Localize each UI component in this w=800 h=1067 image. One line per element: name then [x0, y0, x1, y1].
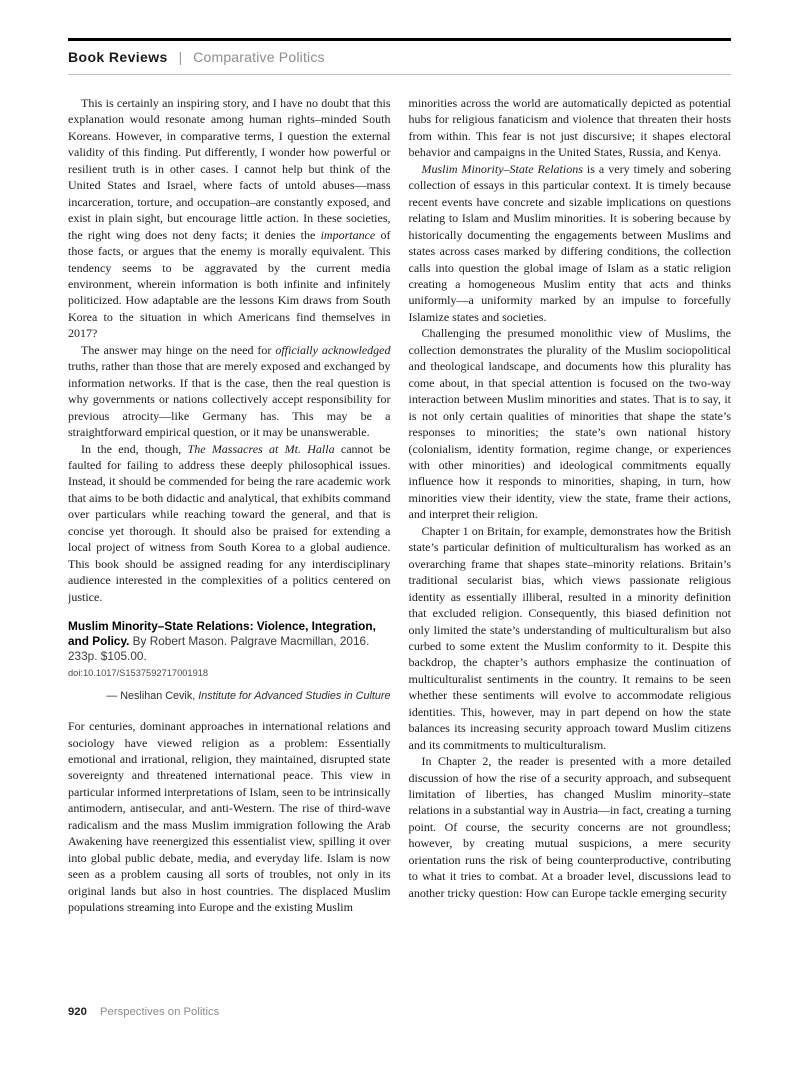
- journal-name: Perspectives on Politics: [100, 1006, 220, 1018]
- header-separator: |: [178, 49, 183, 65]
- paragraph: Muslim Minority–State Relations is a very timely and sobering collection of essays in this particular context. It is timely because recent events have concrete and sizable implications on questions relating to Islam and Muslim minorities. It is sobering because by historically documenting the engagements between Muslims and states across cases marked by differing conditions, the collection calls into question the global image of Islam as a static religion creating a homogeneous Muslim entity that acts and thinks uniformly—a uniformity marked by an impulse to forcefully Islamize states and societies.: [408, 161, 731, 324]
- paragraph: The answer may hinge on the need for officially acknowledged truths, rather than those that are merely exposed and exchanged by information networks. If that is the case, then the real question is why governments or nations collectively accept responsibility for previous atrocity—like Germany has. This may be a straightforward empirical question, or it may be unanswerable.: [68, 342, 391, 440]
- section-title: Book Reviews: [68, 49, 168, 65]
- paragraph: Challenging the presumed monolithic view of Muslims, the collection demonstrates the plurality of the Muslim sociopolitical and theological landscape, and documents how this plurality has come about, in that special attention is focused on the two-way interaction between Muslim minorities and states. That is to say, it is not only certain qualities of minorities that shape the state’s responses to minorities; the state’s own national history (colonialism, identity formation, regime change, or experiences with other minorities) and ideological commitments equally influence how it responds to minorities, shaping, in turn, how minorities view their identity, view the state, frame their actions, and interpret their religion.: [408, 326, 731, 522]
- paragraph: In the end, though, The Massacres at Mt. Halla cannot be faulted for failing to address these deeply philosophical issues. Instead, it should be commended for being the rare academic work that aims to be both didactic and analytical, that exhibits command over particulars while reaching toward the general, and that is concise yet thorough. It should also be praised for extending a local project of witness from South Korea to a global audience. This book should be assigned reading for any interdisciplinary audience interested in the complexities of a politics centered on justice.: [68, 441, 391, 604]
- page-header: [68, 38, 731, 75]
- doi: doi:10.1017/S1537592717001918: [68, 668, 209, 679]
- paragraph: In Chapter 2, the reader is presented with a more detailed discussion of how the rise of a security approach, and subsequent limitation of liberties, has changed Muslim minority–state relations in a substantial way in Austria—in fact, creating a turning point. Of course, the security concerns are not groundless; however, by creating mutual suspicions, a mere security orientation runs the risk of being counterproductive, contributing to what it tries to combat. At a broader level, discussions lead to another tricky question: How can Europe tackle emerging security: [408, 754, 731, 900]
- column-left: [68, 95, 391, 1007]
- reviewer-byline: — Neslihan Cevik, Institute for Advanced Studies in Culture: [106, 690, 391, 703]
- header-rule: [68, 74, 731, 75]
- column-right: [409, 95, 732, 1007]
- book-review-heading: Muslim Minority–State Relations: Violence, Integration, and Policy. By Robert Mason. Palgrave Macmillan, 2016. 233p. $105.00.: [68, 619, 376, 664]
- paragraph: minorities across the world are automatically depicted as potential hubs for religious fanaticism and violence that threaten their hosts from within. This fear is not just discursive; it shapes electoral behavior and campaigns in the United States, Russia, and Kenya.: [408, 96, 731, 160]
- page-number: 920: [68, 1006, 87, 1018]
- subsection-title: Comparative Politics: [193, 49, 325, 65]
- running-head: [68, 41, 731, 74]
- paragraph: Chapter 1 on Britain, for example, demonstrates how the British state’s particular definition of multiculturalism has worked as an overarching frame that shapes state–minority relations. Britain’s traditional secularist bias, which views passionate religious identity as essentially illiberal, resulted in a minority definition that excluded religion. Consequently, this biased definition not only limited the state’s understanding of multiculturalism but also curbed to some extent the Muslim conformity to it. Despite this backdrop, the chapter’s authors emphasize the continuation of multiculturalist sentiments in the country. It remains to be seen whether these sentiments will evolve to accommodate religious identities. This, however, may in part depend on how the state balances its increasing security approach toward Muslim citizens and its commitments to multiculturalism.: [408, 523, 731, 752]
- paragraph: This is certainly an inspiring story, and I have no doubt that this explanation would resonate among human rights–minded South Koreans. However, in comparative terms, I question the external validity of this finding. Put differently, I wonder how powerful or resilient truth is in other cases. I cannot help but think of the United States and Israel, where facts of untold abuses—mass incarceration, torture, and occupation–are constantly exposed, and exist in plain sight, but encourage little action. In these societies, the right wing does not deny facts; it denies the importance of those facts, or argues that the enemy is morally equivalent. This tendency seems to be aggravated by the current media environment, wherein information is both infinite and infinitely politicized. How adaptable are the lessons Kim draws from South Korea to the situation in which Americans find themselves in 2017?: [68, 96, 391, 341]
- paragraph: For centuries, dominant approaches in international relations and sociology have viewed religion as a problem: Essentially emotional and irrational, religion, they maintained, disrupted state sovereignty and threatened international peace. This view in particular informed interpretations of Islam, seen to be intrinsically antimodern, antisecular, and anti-Western. The rise of third-wave radicalism and the mass Muslim immigration following the Arab Awakening have reenergized this essentialist view, spilling it over into global public debate, media, and everyday life. Islam is now seen as a problem causing all sorts of troubles, not only in its original lands but also in host countries. The displaced Muslim populations streaming into Europe and the existing Muslim: [68, 719, 391, 915]
- article-body: [68, 95, 731, 1007]
- page-footer: [68, 1006, 219, 1018]
